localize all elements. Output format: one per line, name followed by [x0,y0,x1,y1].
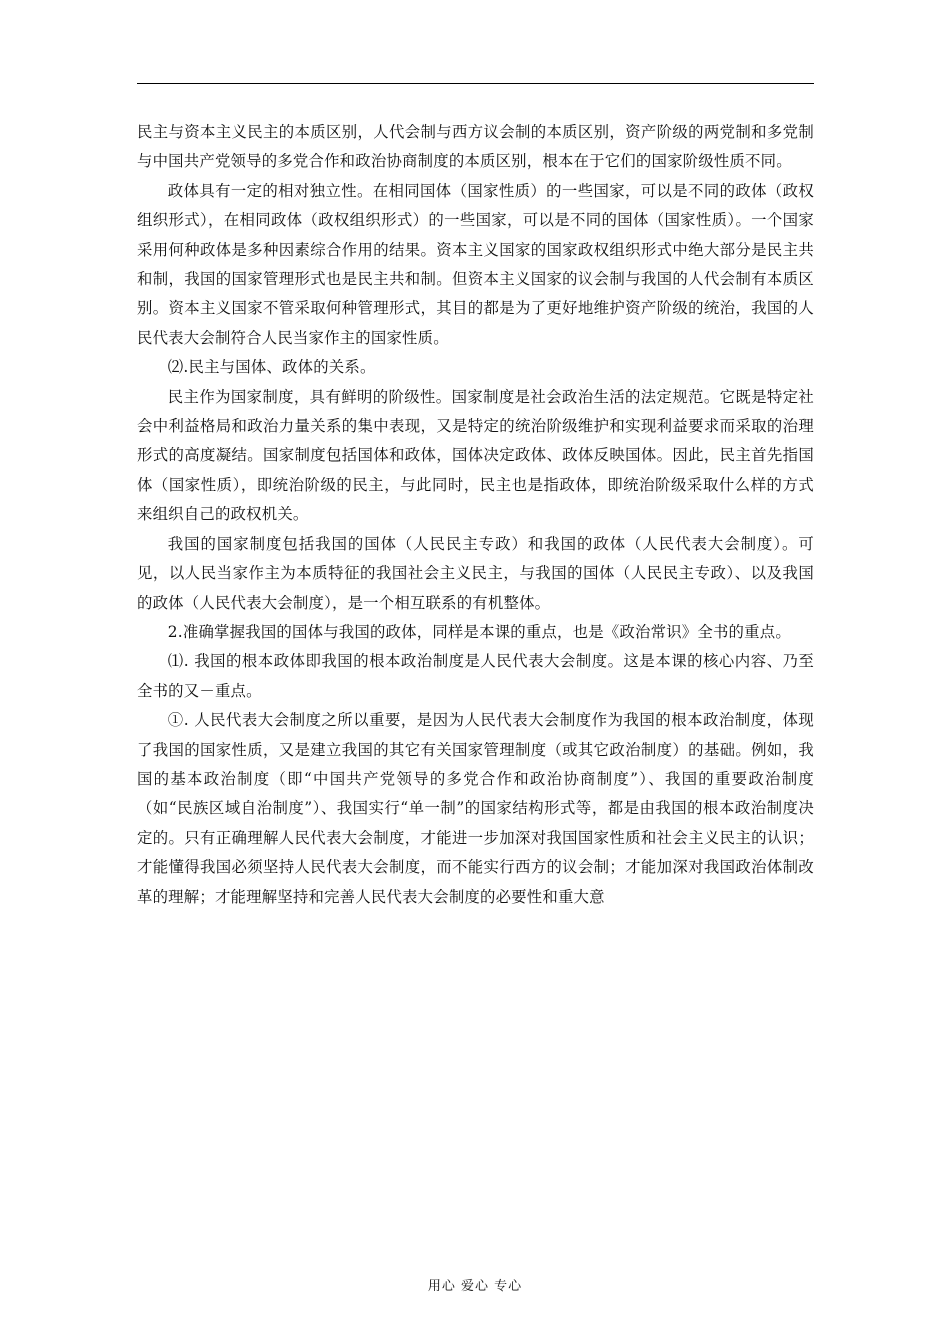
paragraph-polity-independence: 政体具有一定的相对独立性。在相同国体（国家性质）的一些国家，可以是不同的政体（政权组织形式），在相同政体（政权组织形式）的一些国家，可以是不同的国体（国家性质）。一个国家采用何种政体是多种因素综合作用的结果。资本主义国家的国家政权组织形式中绝大部分是民主共和制，我国的国家管理形式也是民主共和制。但资本主义国家的议会制与我国的人代会制有本质区别。资本主义国家不管采取何种管理形式，其目的都是为了更好地维护资产阶级的统治，我国的人民代表大会制符合人民当家作主的国家性质。 [137,181,814,347]
section-heading-democracy-relation: ⑵.民主与国体、政体的关系。 [167,358,376,377]
paragraph-state-system: 我国的国家制度包括我国的国体（人民民主专政）和我国的政体（人民代表大会制度）。可见，以人民当家作主为本质特征的我国社会主义民主，与我国的国体（人民民主专政）、以及我国的政体（人民代表大会制度），是一个相互联系的有机整体。 [137,534,814,612]
paragraph-npc-importance: ①. 人民代表大会制度之所以重要，是因为人民代表大会制度作为我国的根本政治制度，体现了我国的国家性质，又是建立我国的其它有关国家管理制度（或其它政治制度）的基础。例如，我国的基本政治制度（即“中国共产党领导的多党合作和政治协商制度”）、我国的重要政治制度（如“民族区域自治制度”）、我国实行“单一制”的国家结构形式等，都是由我国的根本政治制度决定的。只有正确理解人民代表大会制度，才能进一步加深对我国国家性质和社会主义民主的认识；才能懂得我国必须坚持人民代表大会制度，而不能实行西方的议会制；才能加深对我国政治体制改革的理解；才能理解坚持和完善人民代表大会制度的必要性和重大意 [137,711,814,906]
subheading-fundamental-system: ⑴. 我国的根本政体即我国的根本政治制度是人民代表大会制度。这是本课的核心内容、乃至全书的又－重点。 [137,652,814,700]
page-footer: 用心 爱心 专心 [427,1279,523,1294]
document-body [137,118,814,912]
section-heading-key-point-2: 2.准确掌握我国的国体与我国的政体，同样是本课的重点，也是《政治常识》全书的重点。 [167,622,791,641]
paragraph-democracy-class: 民主作为国家制度，具有鲜明的阶级性。国家制度是社会政治生活的法定规范。它既是特定社会中利益格局和政治力量关系的集中表现，又是特定的统治阶级维护和实现利益要求而采取的治理形式的高度凝结。国家制度包括国体和政体，国体决定政体、政体反映国体。因此，民主首先指国体（国家性质），即统治阶级的民主，与此同时，民主也是指政体，即统治阶级采取什么样的方式来组织自己的政权机关。 [137,387,814,524]
header-rule [137,83,814,84]
paragraph-continued: 民主与资本主义民主的本质区别，人代会制与西方议会制的本质区别，资产阶级的两党制和多党制与中国共产党领导的多党合作和政治协商制度的本质区别，根本在于它们的国家阶级性质不同。 [137,123,814,171]
